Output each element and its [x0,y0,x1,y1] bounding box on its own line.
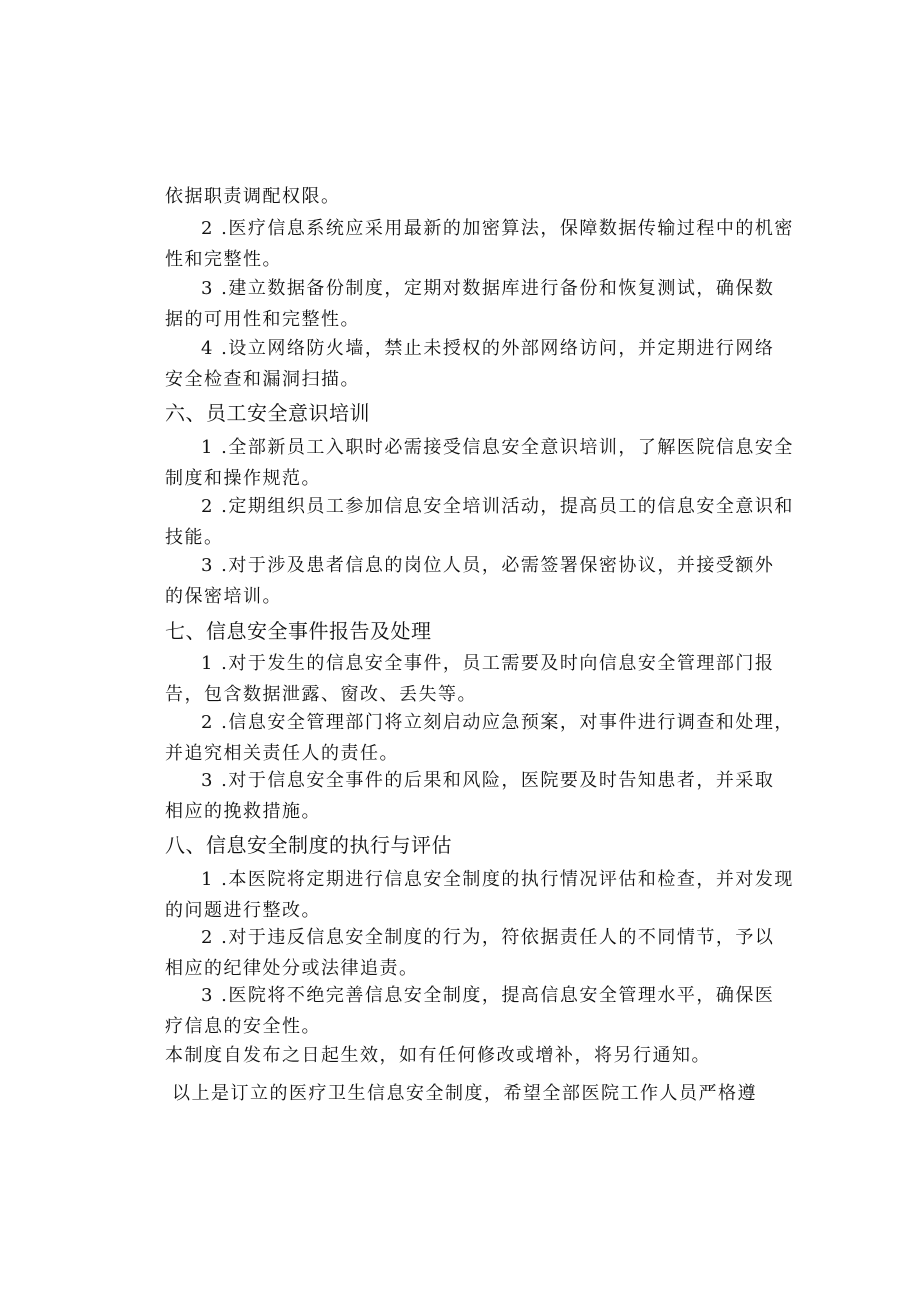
section5-item-2 [165,213,805,275]
section6-item-3 [165,550,805,612]
paragraph-line: 安全检查和漏洞扫描。 [165,369,360,390]
paragraph-line: 2 .对于违反信息安全制度的行为，符依据责任人的不同情节，予以 [201,927,775,948]
section6-item-2 [165,491,805,553]
paragraph-line: 据的可用性和完整性。 [165,309,360,330]
section-heading-8: 八、信息安全制度的执行与评估 [165,833,452,857]
paragraph-line: 1 .本医院将定期进行信息安全制度的执行情况评估和检查，并对发现 [201,869,794,890]
paragraph-line: 的问题进行整改。 [165,900,321,921]
paragraph-line: 2 .医疗信息系统应采用最新的加密算法，保障数据传输过程中的机密 [201,218,794,239]
section6-item-1 [165,432,805,494]
paragraph-line: 制度和操作规范。 [165,468,321,489]
paragraph-line: 3 .对于涉及患者信息的岗位人员，必需签署保密协议，并接受额外 [201,555,775,576]
summary-paragraph [172,1078,812,1109]
section7-item-2 [165,707,805,769]
paragraph-line: 以上是订立的医疗卫生信息安全制度，希望全部医院工作人员严格遵 [172,1083,757,1104]
section8-item-2 [165,922,805,984]
intro-paragraph [165,181,805,212]
paragraph-line: 并追究相关责任人的责任。 [165,743,399,764]
paragraph-line: 1 .对于发生的信息安全事件，员工需要及时向信息安全管理部门报 [201,653,775,674]
paragraph-line: 1 .全部新员工入职时必需接受信息安全意识培训，了解医院信息安全 [201,437,794,458]
section-heading-6: 六、员工安全意识培训 [165,401,370,425]
section7-item-3 [165,765,805,827]
section5-item-3 [165,273,805,335]
paragraph-line: 3 .对于信息安全事件的后果和风险，医院要及时告知患者，并采取 [201,770,775,791]
section5-item-4 [165,333,805,395]
paragraph-line: 性和完整性。 [165,249,282,270]
paragraph-line: 4 .设立网络防火墙，禁止未授权的外部网络访问，并定期进行网络 [201,338,775,359]
effective-date-paragraph [165,1040,805,1071]
section7-item-1 [165,648,805,710]
paragraph-line: 本制度自发布之日起生效，如有任何修改或增补，将另行通知。 [165,1045,711,1066]
paragraph-line: 3 .医院将不绝完善信息安全制度，提高信息安全管理水平，确保医 [201,985,775,1006]
paragraph-line: 相应的挽救措施。 [165,801,321,822]
section8-item-1 [165,864,805,926]
paragraph-line: 相应的纪律处分或法律追责。 [165,958,419,979]
section8-item-3 [165,980,805,1042]
paragraph-line: 2 .信息安全管理部门将立刻启动应急预案，对事件进行调查和处理， [201,712,794,733]
paragraph-line: 疗信息的安全性。 [165,1016,321,1037]
paragraph-line: 2 .定期组织员工参加信息安全培训活动，提高员工的信息安全意识和 [201,496,794,517]
paragraph-line: 技能。 [165,527,224,548]
paragraph-line: 依据职责调配权限。 [165,186,341,207]
section-heading-7: 七、信息安全事件报告及处理 [165,619,432,643]
paragraph-line: 的保密培训。 [165,586,282,607]
paragraph-line: 告，包含数据泄露、窗改、丢失等。 [165,684,477,705]
paragraph-line: 3 .建立数据备份制度，定期对数据库进行备份和恢复测试，确保数 [201,278,775,299]
